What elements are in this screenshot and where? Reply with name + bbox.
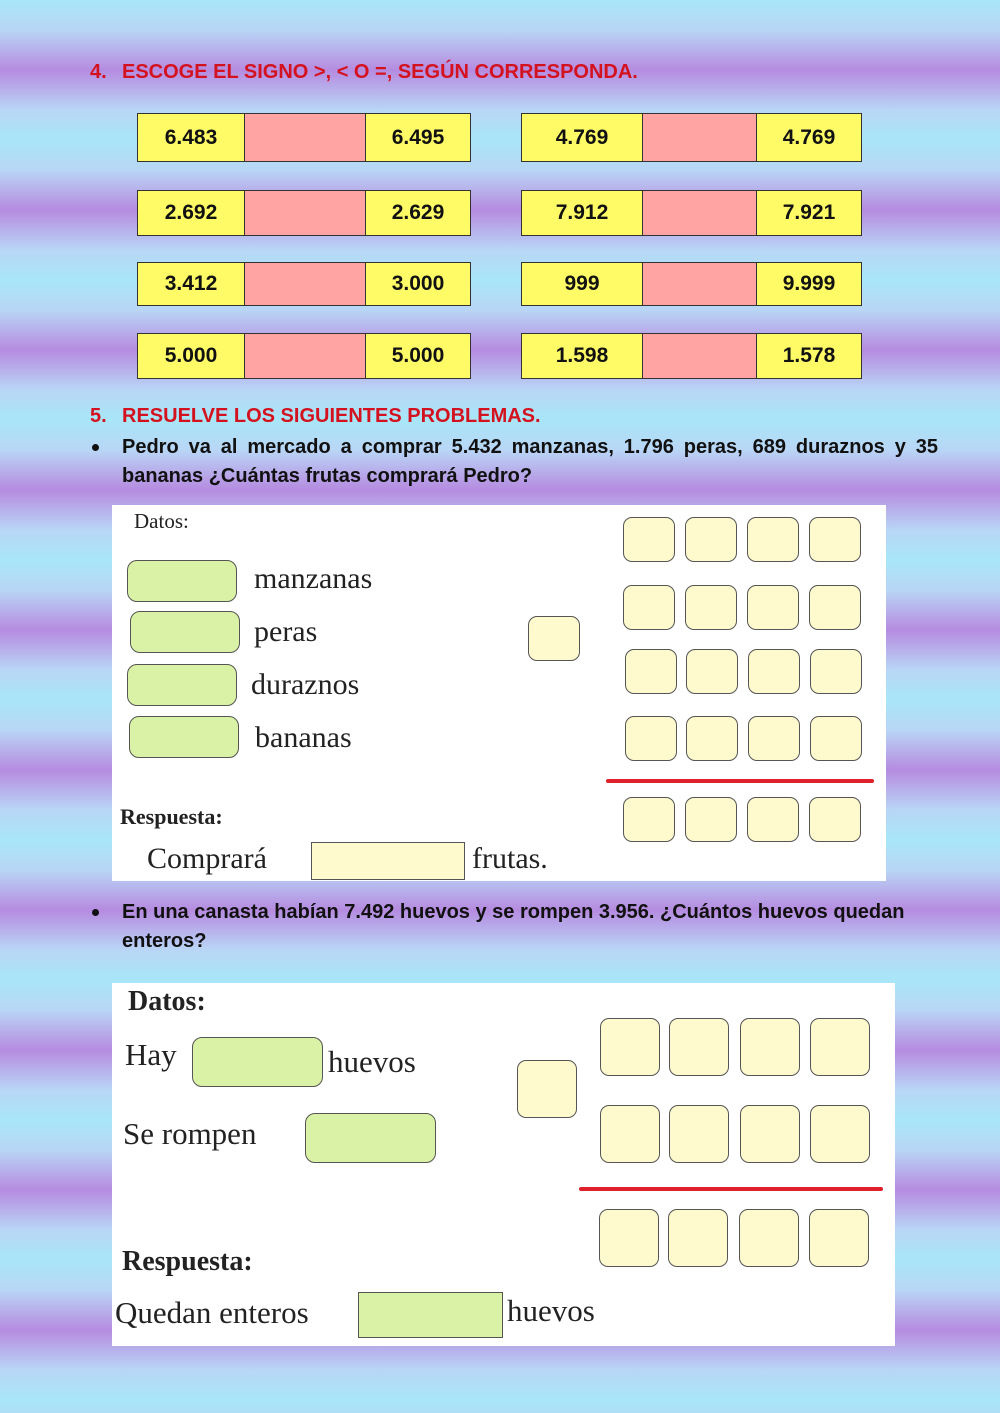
sign-drop-slot[interactable] (642, 191, 757, 235)
peras-input[interactable] (130, 611, 240, 653)
digit-input[interactable] (669, 1105, 729, 1163)
datos-label: Datos: (134, 509, 189, 533)
answer-input[interactable] (358, 1292, 503, 1338)
bananas-input[interactable] (129, 716, 239, 758)
digit-input[interactable] (625, 649, 677, 694)
digit-input[interactable] (810, 1018, 870, 1076)
problem-1-panel (112, 505, 886, 881)
problem-2-text: En una canasta habían 7.492 huevos y se rompen 3.956. ¿Cuántos huevos quedan enteros? (122, 901, 905, 952)
result-digit-input[interactable] (747, 797, 799, 842)
manzanas-input[interactable] (127, 560, 237, 602)
number-right: 4.769 (757, 114, 861, 161)
sign-drop-slot[interactable] (244, 263, 366, 305)
digit-input[interactable] (740, 1018, 800, 1076)
compare-row (137, 262, 471, 306)
result-digit-input[interactable] (668, 1209, 728, 1267)
number-left: 7.912 (522, 191, 642, 235)
answer-prefix: Comprará (147, 842, 267, 875)
sign-drop-slot[interactable] (244, 114, 366, 161)
number-left: 5.000 (138, 334, 244, 378)
number-right: 7.921 (757, 191, 861, 235)
digit-input[interactable] (748, 649, 800, 694)
answer-suffix: huevos (507, 1293, 595, 1328)
digit-input[interactable] (747, 517, 799, 562)
number-left: 4.769 (522, 114, 642, 161)
digit-input[interactable] (747, 585, 799, 630)
sign-drop-slot[interactable] (642, 114, 757, 161)
respuesta-label: Respuesta: (120, 804, 223, 829)
answer-input[interactable] (311, 842, 465, 880)
problem-1-text: Pedro va al mercado a comprar 5.432 manzanas, 1.796 peras, 689 duraznos y 35 bananas ¿Cuántas frutas comprará Pedro? (122, 436, 938, 487)
digit-input[interactable] (685, 517, 737, 562)
compare-row (521, 262, 862, 306)
digit-input[interactable] (810, 1105, 870, 1163)
digit-input[interactable] (669, 1018, 729, 1076)
subtraction-line (579, 1187, 883, 1191)
datos-label: Datos: (128, 986, 206, 1017)
number-right: 9.999 (757, 263, 861, 305)
digit-input[interactable] (686, 716, 738, 761)
digit-input[interactable] (810, 649, 862, 694)
number-right: 1.578 (757, 334, 861, 378)
item-label: manzanas (254, 562, 373, 595)
duraznos-input[interactable] (127, 664, 237, 706)
item-label: peras (254, 615, 318, 648)
number-right: 2.629 (366, 191, 470, 235)
item-label: bananas (255, 721, 352, 754)
digit-input[interactable] (810, 716, 862, 761)
number-left: 6.483 (138, 114, 244, 161)
digit-input[interactable] (809, 517, 861, 562)
digit-input[interactable] (623, 517, 675, 562)
section-5-number: 5. (90, 405, 107, 427)
number-left: 2.692 (138, 191, 244, 235)
se-rompen-label: Se rompen (123, 1116, 257, 1151)
compare-row (137, 190, 471, 236)
digit-input[interactable] (740, 1105, 800, 1163)
number-right: 6.495 (366, 114, 470, 161)
result-digit-input[interactable] (739, 1209, 799, 1267)
bullet-icon (92, 444, 99, 451)
sign-drop-slot[interactable] (642, 263, 757, 305)
sign-drop-slot[interactable] (244, 191, 366, 235)
number-left: 1.598 (522, 334, 642, 378)
digit-input[interactable] (685, 585, 737, 630)
digit-input[interactable] (625, 716, 677, 761)
compare-row (521, 333, 862, 379)
bullet-icon (92, 909, 99, 916)
compare-row (521, 190, 862, 236)
digit-input[interactable] (600, 1018, 660, 1076)
hay-input[interactable] (192, 1037, 323, 1087)
digit-input[interactable] (600, 1105, 660, 1163)
result-digit-input[interactable] (599, 1209, 659, 1267)
operation-sign-input[interactable] (528, 616, 580, 661)
result-digit-input[interactable] (809, 797, 861, 842)
number-right: 3.000 (366, 263, 470, 305)
number-left: 3.412 (138, 263, 244, 305)
section-4-number: 4. (90, 61, 107, 83)
sum-line (606, 779, 874, 783)
huevos-label: huevos (328, 1044, 416, 1079)
se-rompen-input[interactable] (305, 1113, 436, 1163)
compare-row (521, 113, 862, 162)
compare-row (137, 333, 471, 379)
result-digit-input[interactable] (685, 797, 737, 842)
respuesta-label: Respuesta: (122, 1246, 253, 1277)
answer-suffix: frutas. (472, 842, 548, 875)
item-label: duraznos (251, 668, 360, 701)
number-right: 5.000 (366, 334, 470, 378)
result-digit-input[interactable] (809, 1209, 869, 1267)
hay-label: Hay (125, 1037, 177, 1072)
sign-drop-slot[interactable] (642, 334, 757, 378)
digit-input[interactable] (748, 716, 800, 761)
section-4-heading (90, 61, 638, 84)
operation-sign-input[interactable] (517, 1060, 577, 1118)
digit-input[interactable] (623, 585, 675, 630)
section-4-title: ESCOGE EL SIGNO >, < O =, SEGÚN CORRESPONDA. (122, 61, 638, 83)
answer-prefix: Quedan enteros (115, 1295, 309, 1330)
number-left: 999 (522, 263, 642, 305)
section-5-title: RESUELVE LOS SIGUIENTES PROBLEMAS. (122, 405, 541, 427)
problem-2-panel (112, 983, 895, 1346)
digit-input[interactable] (686, 649, 738, 694)
section-5-heading (90, 405, 541, 428)
digit-input[interactable] (809, 585, 861, 630)
compare-row (137, 113, 471, 162)
sign-drop-slot[interactable] (244, 334, 366, 378)
result-digit-input[interactable] (623, 797, 675, 842)
